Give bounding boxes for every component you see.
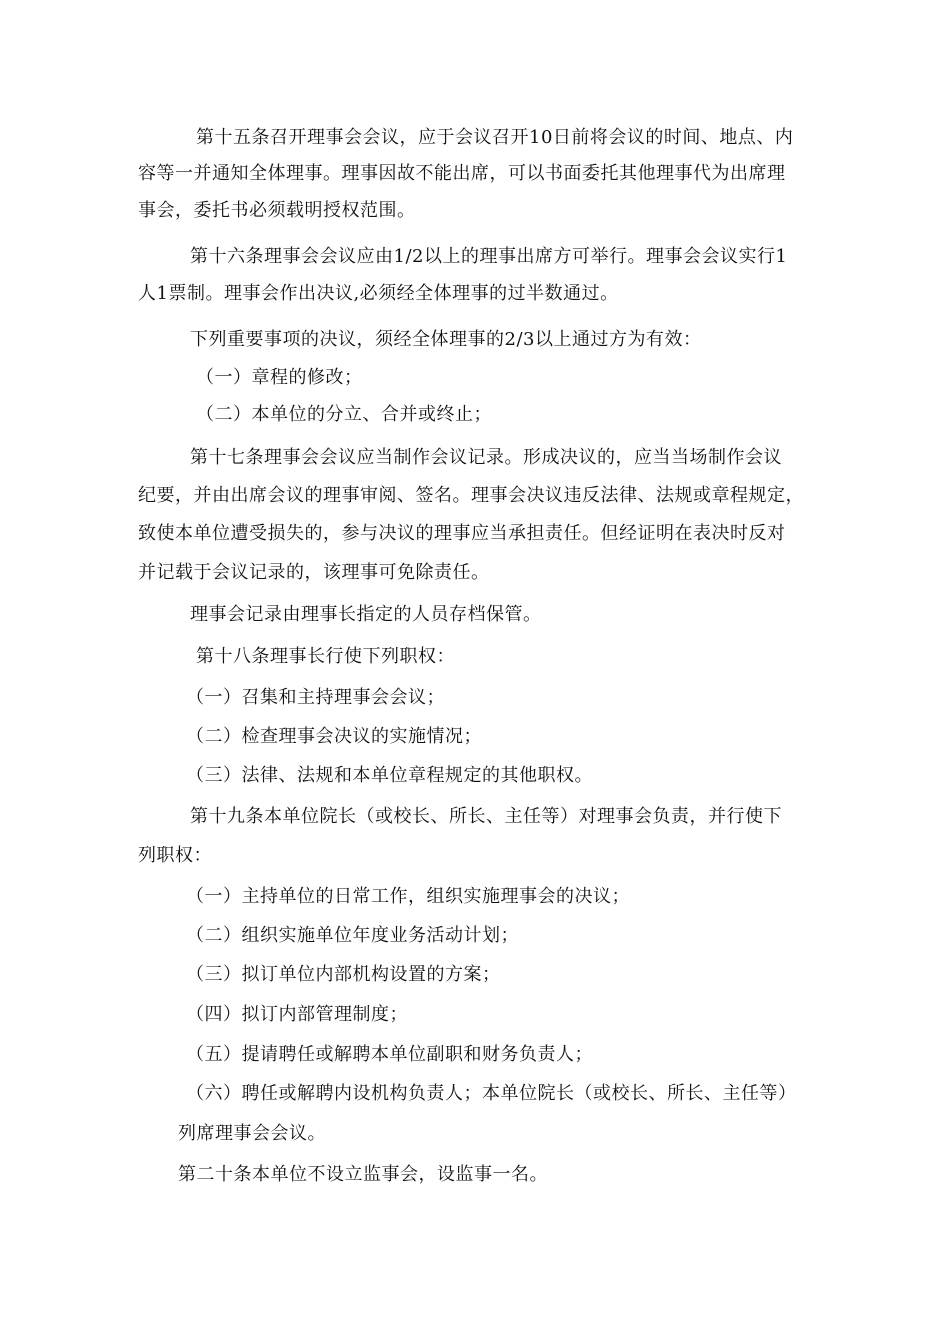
text-line: 理事会记录由理事长指定的人员存档保管。 xyxy=(190,604,542,625)
text-line: （一）召集和主持理事会会议； xyxy=(186,687,445,708)
text-line: 纪要，并由出席会议的理事审阅、签名。理事会决议违反法律、法规或章程规定， xyxy=(138,485,804,506)
text-line: （二）检查理事会决议的实施情况； xyxy=(186,726,482,747)
text-line: 列席理事会会议。 xyxy=(178,1123,326,1144)
text-line: 第十五条召开理事会会议，应于会议召开10日前将会议的时间、地点、内 xyxy=(196,127,794,148)
text-line: （二）本单位的分立、合并或终止； xyxy=(196,404,492,425)
text-line: 容等一并通知全体理事。理事因故不能出席，可以书面委托其他理事代为出席理 xyxy=(138,163,786,184)
text-line: 并记载于会议记录的，该理事可免除责任。 xyxy=(138,562,490,583)
text-line: （一）主持单位的日常工作，组织实施理事会的决议； xyxy=(186,886,630,907)
text-line: （三）法律、法规和本单位章程规定的其他职权。 xyxy=(186,765,593,786)
text-line: （二）组织实施单位年度业务活动计划； xyxy=(186,925,519,946)
text-line: 人1票制。理事会作出决议,必须经全体理事的过半数通过。 xyxy=(138,283,619,304)
text-line: 第十七条理事会会议应当制作会议记录。形成决议的，应当当场制作会议 xyxy=(190,447,782,468)
text-line: （五）提请聘任或解聘本单位副职和财务负责人； xyxy=(186,1044,593,1065)
text-line: （四）拟订内部管理制度； xyxy=(186,1004,408,1025)
text-line: 下列重要事项的决议，须经全体理事的2/3以上通过方为有效： xyxy=(190,329,702,350)
text-line: 事会，委托书必须载明授权范围。 xyxy=(138,200,416,221)
text-line: 列职权： xyxy=(138,845,212,866)
text-line: 第十六条理事会会议应由1/2以上的理事出席方可举行。理事会会议实行1 xyxy=(190,246,788,267)
text-line: 致使本单位遭受损失的，参与决议的理事应当承担责任。但经证明在表决时反对 xyxy=(138,523,786,544)
text-line: 第十九条本单位院长（或校长、所长、主任等）对理事会负责，并行使下 xyxy=(190,806,782,827)
text-line: （一）章程的修改； xyxy=(196,367,363,388)
text-line: （六）聘任或解聘内设机构负责人；本单位院长（或校长、所长、主任等） xyxy=(186,1083,797,1104)
text-line: （三）拟订单位内部机构设置的方案； xyxy=(186,964,501,985)
text-line: 第十八条理事长行使下列职权： xyxy=(196,646,455,667)
text-line: 第二十条本单位不设立监事会，设监事一名。 xyxy=(178,1164,548,1185)
